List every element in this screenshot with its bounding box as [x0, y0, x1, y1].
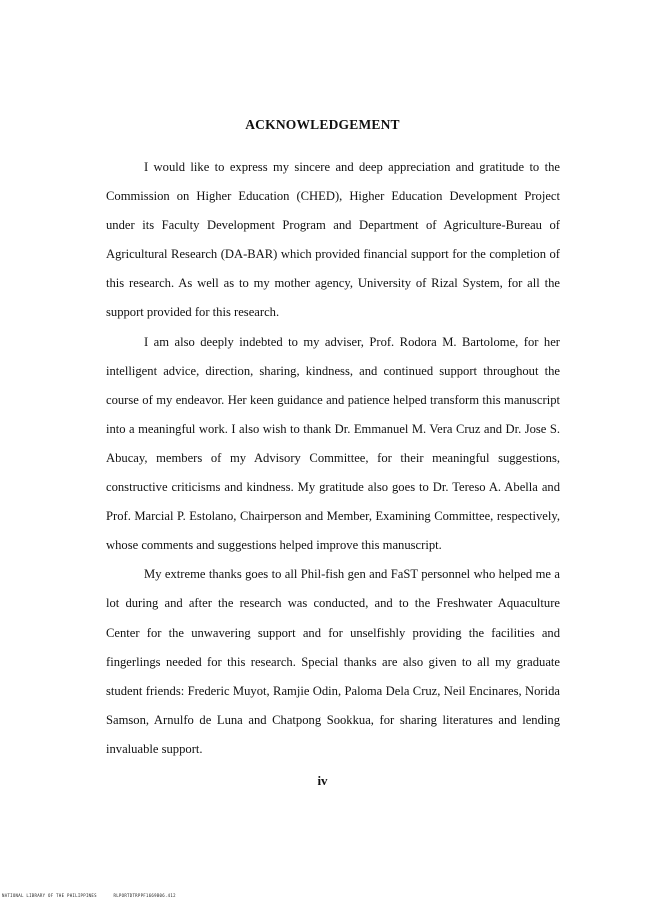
footer-library-name: NATIONAL LIBRARY OF THE PHILIPPINES [2, 893, 97, 898]
paragraph-2: I am also deeply indebted to my adviser, Prof. Rodora M. Bartolome, for her intelligent advice, direction, sharing, kindness, and continued support throughout the course of my endeavor. Her keen guidance and patience helped transform this manuscript into a meaningful work. I also wish to thank Dr. Emmanuel M. Vera Cruz and Dr. Jose S. Abucay, members of my Advisory Committee, for their meaningful suggestions, constructive criticisms and kindness. My gratitude also goes to Dr. Tereso A. Abella and Prof. Marcial P. Estolano, Chairperson and Member, Examining Committee, respectively, whose comments and suggestions helped improve this manuscript. [106, 334, 560, 553]
page-number: iv [317, 773, 328, 788]
page-title: ACKNOWLEDGEMENT [245, 117, 400, 132]
scan-footer [2, 893, 190, 898]
paragraph-1: I would like to express my sincere and deep appreciation and gratitude to the Commission on Higher Education (CHED), Higher Education Development Project under its Faculty Development Program and Department of Agriculture-Bureau of Agricultural Research (DA-BAR) which provided financial support for the completion of this research. As well as to my mother agency, University of Rizal System, for all the support provided for this research. [106, 160, 560, 320]
paragraph-3: My extreme thanks goes to all Phil-fish gen and FaST personnel who helped me a lot during and after the research was conducted, and to the Freshwater Aquaculture Center for the unwavering support and for unselfishly providing the facilities and fingerlings needed for this research. Special thanks are also given to all my graduate student friends: Frederic Muyot, Ramjie Odin, Paloma Dela Cruz, Neil Encinares, Norida Samson, Arnulfo de Luna and Chatpong Sookkua, for sharing literatures and lending invaluable support. [106, 567, 560, 756]
footer-document-code: RLPORTDTRPPF1669B06.412 [113, 893, 176, 898]
acknowledgement-body [106, 153, 560, 764]
